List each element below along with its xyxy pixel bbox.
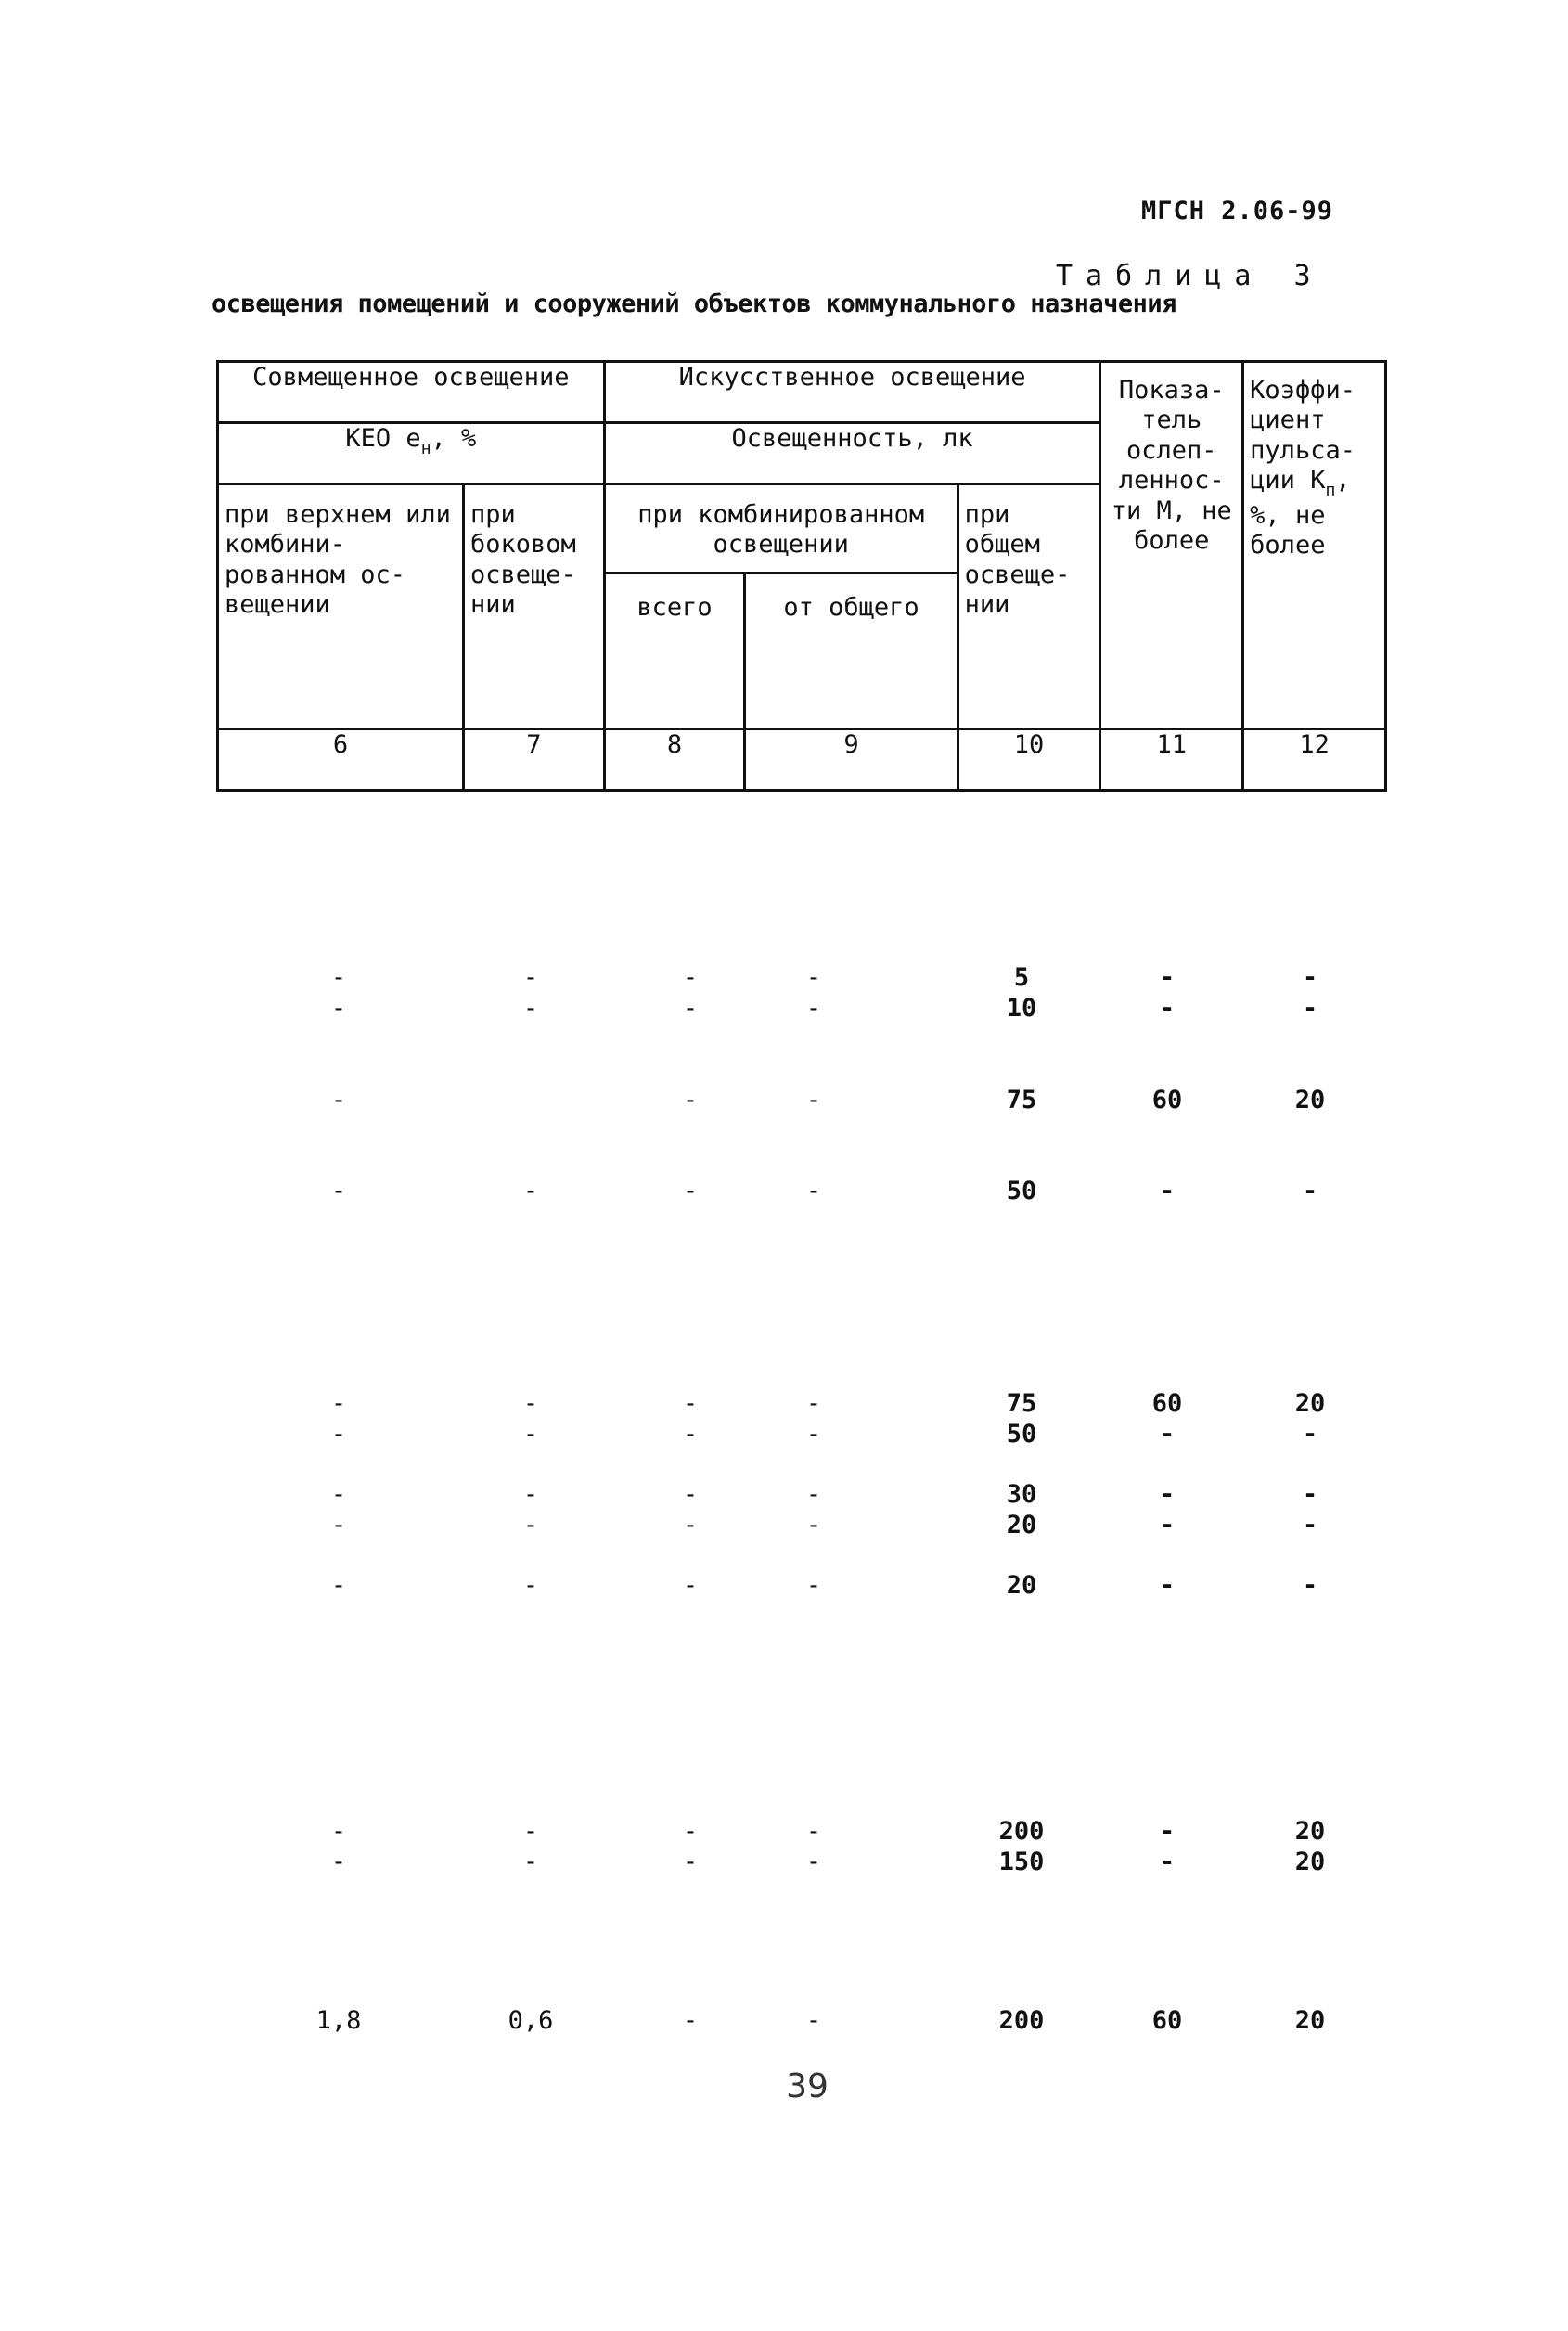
table-cell: 50 <box>1006 1420 1037 1449</box>
table-cell: - <box>682 1848 699 1876</box>
table-cell: - <box>805 1848 822 1876</box>
glare-index-header: Показа- тель ослеп- леннос- ти М, не более <box>1100 362 1243 729</box>
table-cell: - <box>1302 1420 1318 1449</box>
table-cell: 50 <box>1006 1177 1037 1205</box>
table-cell: - <box>330 1086 347 1114</box>
table-cell: - <box>682 1817 699 1846</box>
table-header <box>216 360 1387 792</box>
table-cell: 20 <box>1294 1389 1326 1418</box>
table-cell: 20 <box>1006 1511 1037 1539</box>
table-cell: - <box>682 1511 699 1539</box>
table-row <box>0 963 1568 997</box>
col-number: 8 <box>604 729 745 791</box>
table-cell: - <box>805 1420 822 1449</box>
table-row <box>0 1420 1568 1453</box>
col-number: 11 <box>1100 729 1243 791</box>
table-cell: - <box>1159 1480 1176 1509</box>
table-cell: - <box>522 963 539 992</box>
table-cell: 75 <box>1006 1086 1037 1114</box>
col-number: 12 <box>1243 729 1386 791</box>
side-light-header: при боковом освеще- нии <box>463 484 604 729</box>
table-cell: - <box>682 1480 699 1509</box>
pulsation-tail: , %, не более <box>1250 466 1351 560</box>
table-cell: - <box>1159 1177 1176 1205</box>
table-row <box>0 1086 1568 1119</box>
table-cell: - <box>1302 1480 1318 1509</box>
table-row <box>0 994 1568 1027</box>
table-cell: 60 <box>1151 2006 1183 2035</box>
table-row <box>0 1511 1568 1544</box>
table-cell: - <box>682 1571 699 1600</box>
table-cell: - <box>330 963 347 992</box>
table-cell: - <box>330 994 347 1023</box>
table-cell: 20 <box>1294 1817 1326 1846</box>
table-row <box>0 1389 1568 1423</box>
keo-header <box>218 423 605 484</box>
table-cell: - <box>1159 1571 1176 1600</box>
pulsation-text: Коэффи- циент пульса- ции К <box>1250 376 1356 496</box>
table-cell: - <box>805 2006 822 2035</box>
table-cell: - <box>682 2006 699 2035</box>
table-cell: 75 <box>1006 1389 1037 1418</box>
table-cell: 30 <box>1006 1480 1037 1509</box>
pulsation-subscript: п <box>1325 481 1336 501</box>
table-cell: - <box>805 994 822 1023</box>
table-cell: - <box>682 994 699 1023</box>
table-cell: - <box>522 1177 539 1205</box>
general-light-header: при общем освеще- нии <box>958 484 1100 729</box>
table-cell: - <box>330 1420 347 1449</box>
table-row <box>0 2006 1568 2040</box>
table-cell: - <box>1302 963 1318 992</box>
table-cell: - <box>522 1817 539 1846</box>
top-light-header: при верхнем или комбини- рованном ос- вещении <box>218 484 464 729</box>
table-cell: - <box>330 1817 347 1846</box>
table-cell: - <box>330 1848 347 1876</box>
from-general-header: от общего <box>745 573 958 729</box>
table-cell: 20 <box>1006 1571 1037 1600</box>
document-code: МГСН 2.06-99 <box>1141 197 1334 225</box>
combined-lighting-header: Совмещенное освещение <box>218 362 605 423</box>
table-cell: - <box>805 1571 822 1600</box>
total-header: всего <box>604 573 745 729</box>
table-cell: 20 <box>1294 2006 1326 2035</box>
table-cell: - <box>1159 1420 1176 1449</box>
illuminance-header: Освещенность, лк <box>604 423 1100 484</box>
table-cell: - <box>330 1177 347 1205</box>
table-cell: - <box>522 1571 539 1600</box>
table-subtitle: освещения помещений и сооружений объектов коммунального назначения <box>212 290 1176 318</box>
table-cell: - <box>1159 1511 1176 1539</box>
table-cell: - <box>1159 1817 1176 1846</box>
table-cell: - <box>1159 963 1176 992</box>
keo-subscript: н <box>420 439 431 458</box>
table-cell: 0,6 <box>508 2006 554 2035</box>
table-cell: - <box>330 1511 347 1539</box>
col-number: 9 <box>745 729 958 791</box>
table-cell: 20 <box>1294 1086 1326 1114</box>
table-row <box>0 1817 1568 1850</box>
table-cell: - <box>1159 1848 1176 1876</box>
table-cell: - <box>805 1086 822 1114</box>
table-cell: 5 <box>1013 963 1030 992</box>
page-number: 39 <box>786 2067 829 2106</box>
table-cell: 200 <box>998 1817 1045 1846</box>
table-cell: - <box>522 994 539 1023</box>
artificial-lighting-header: Искусственное освещение <box>604 362 1100 423</box>
table-row <box>0 1571 1568 1604</box>
table-cell: - <box>805 1511 822 1539</box>
table-cell: - <box>330 1480 347 1509</box>
table-cell: - <box>522 1420 539 1449</box>
table-cell: - <box>805 1480 822 1509</box>
table-cell: - <box>1159 994 1176 1023</box>
table-cell: - <box>522 1848 539 1876</box>
table-cell: 200 <box>998 2006 1045 2035</box>
table-label: Таблица 3 <box>1056 260 1324 292</box>
col-number: 6 <box>218 729 464 791</box>
col-number: 7 <box>463 729 604 791</box>
table-cell: - <box>682 1086 699 1114</box>
table-cell: 1,8 <box>315 2006 362 2035</box>
table-cell: - <box>1302 1511 1318 1539</box>
table-cell: - <box>522 1389 539 1418</box>
table-row <box>0 1848 1568 1881</box>
keo-unit: , % <box>431 424 477 453</box>
keo-text: КЕО е <box>345 424 421 453</box>
table-row <box>0 1480 1568 1513</box>
table-cell: - <box>805 963 822 992</box>
table-cell: - <box>682 1389 699 1418</box>
table-cell: 20 <box>1294 1848 1326 1876</box>
table-cell: - <box>1302 994 1318 1023</box>
table-cell: - <box>522 1511 539 1539</box>
table-cell: 150 <box>998 1848 1045 1876</box>
table-cell: - <box>805 1177 822 1205</box>
table-cell: - <box>330 1571 347 1600</box>
col-number: 10 <box>958 729 1100 791</box>
table-cell: - <box>1302 1571 1318 1600</box>
table-cell: - <box>805 1817 822 1846</box>
table-cell: - <box>682 1177 699 1205</box>
table-cell: 10 <box>1006 994 1037 1023</box>
table-cell: - <box>682 963 699 992</box>
table-cell: - <box>1302 1177 1318 1205</box>
table-cell: - <box>522 1480 539 1509</box>
table-cell: 60 <box>1151 1389 1183 1418</box>
table-cell: - <box>682 1420 699 1449</box>
combined-light-header: при комбинированном освещении <box>604 484 958 573</box>
table-cell: - <box>805 1389 822 1418</box>
pulsation-coef-header <box>1243 362 1386 729</box>
table-row <box>0 1177 1568 1210</box>
table-cell: - <box>330 1389 347 1418</box>
table-cell: 60 <box>1151 1086 1183 1114</box>
